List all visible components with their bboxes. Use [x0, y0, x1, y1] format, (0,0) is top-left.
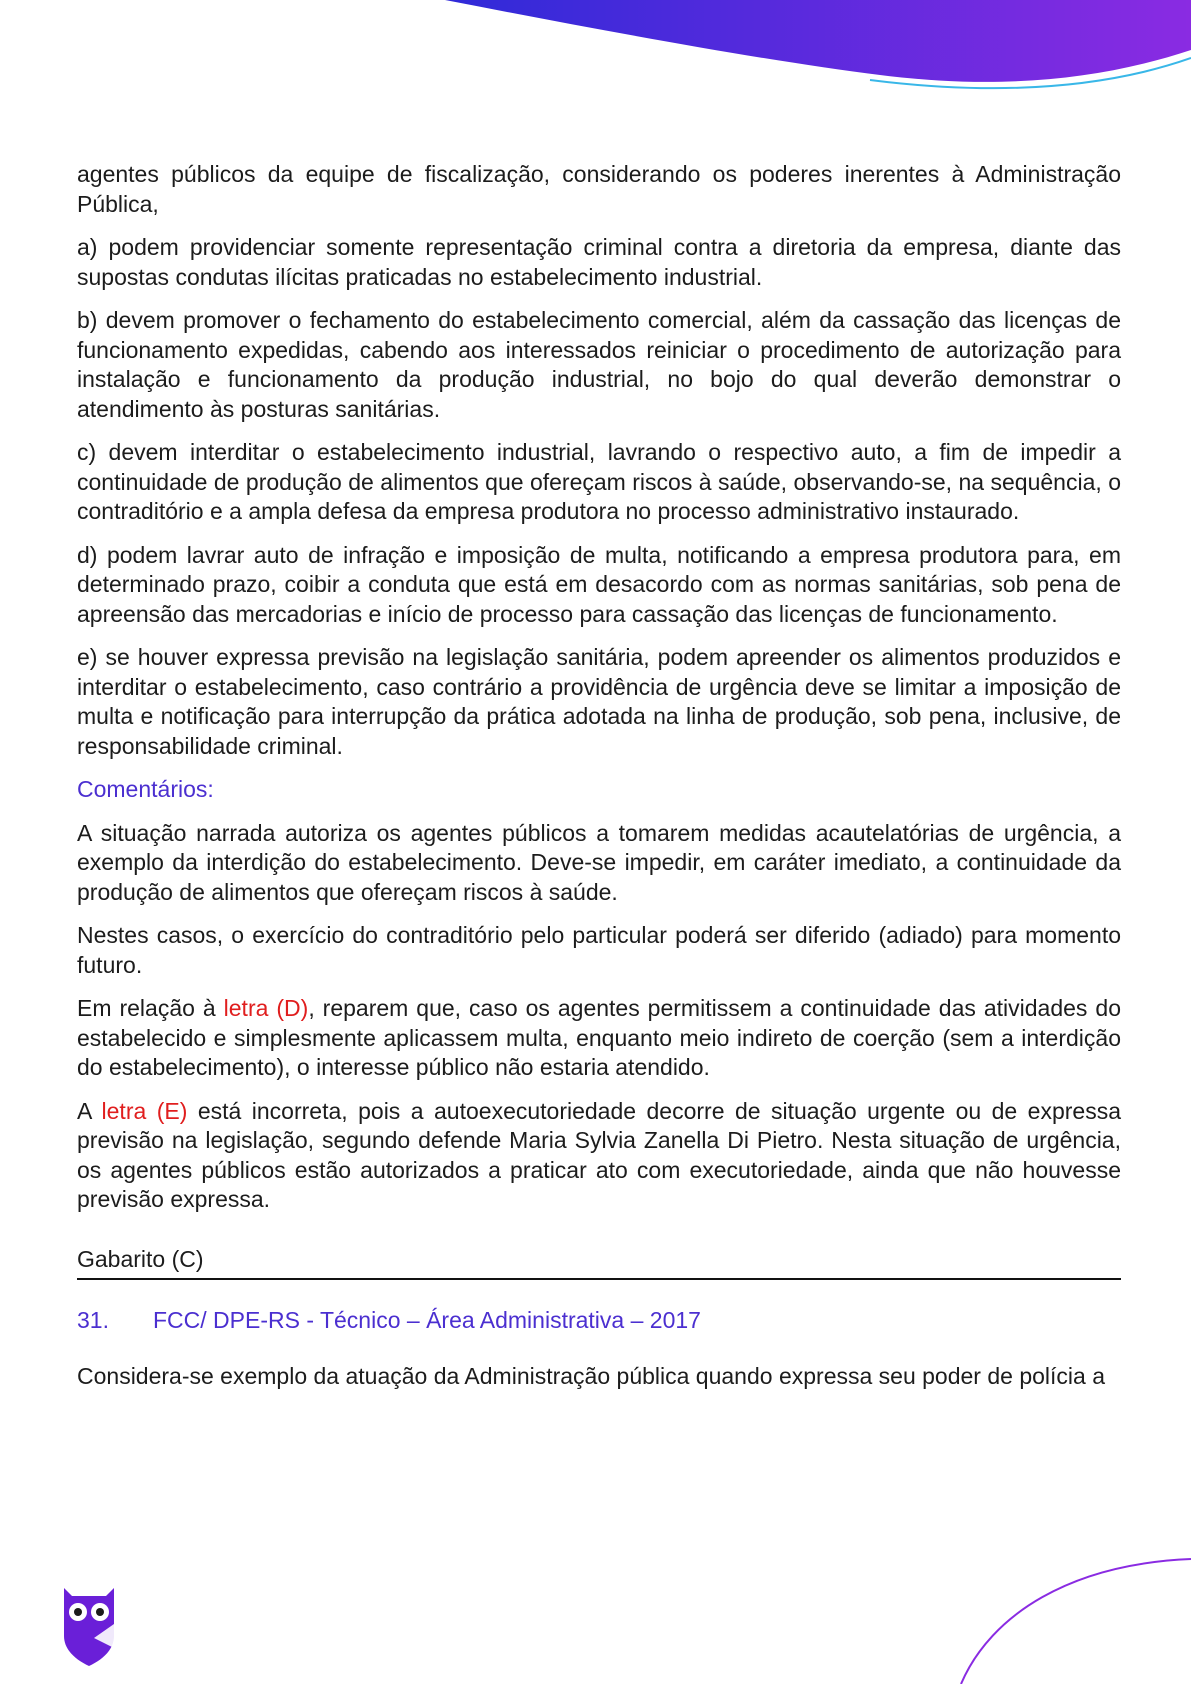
comment-paragraph-3: [77, 994, 1121, 1083]
option-b: b) devem promover o fechamento do estabelecimento comercial, além da cassação das licenças de funcionamento expedidas, cabendo aos interessados reiniciar o procedimento de autorização para instalação e funcionamento da produção industrial, no bojo do qual deverão demonstrar o atendimento às posturas sanitárias.: [77, 307, 1121, 422]
option-d: d) podem lavrar auto de infração e imposição de multa, notificando a empresa produtora para, em determinado prazo, coibir a conduta que está em desacordo com as normas sanitárias, sob pena de apreensão das mercadorias e início de processo para cassação das licenças de funcionamento.: [77, 541, 1121, 627]
page-content: [77, 160, 1121, 1405]
comentarios-heading: Comentários:: [77, 776, 214, 802]
letter-e-highlight: letra (E): [101, 1097, 188, 1124]
comment-3-before: Em relação à: [77, 995, 224, 1021]
question-intro: agentes públicos da equipe de fiscalização, considerando os poderes inerentes à Administração Pública,: [77, 161, 1121, 217]
option-e: e) se houver expressa previsão na legislação sanitária, podem apreender os alimentos produzidos e interditar o estabelecimento, caso contrário a providência de urgência deve se limitar a imposição de multa e notificação para interrupção da prática adotada na linha de produção, sob pena, inclusive, de responsabilidade criminal.: [77, 644, 1121, 759]
owl-logo-icon: [58, 1578, 120, 1666]
comment-paragraph-1: A situação narrada autoriza os agentes públicos a tomarem medidas acautelatórias de urgência, a exemplo da interdição do estabelecimento. Deve-se impedir, em caráter imediato, a continuidade da produção de alimentos que ofereçam riscos à saúde.: [77, 819, 1121, 905]
gabarito: Gabarito (C): [77, 1245, 204, 1272]
comment-4-before: A: [77, 1097, 102, 1124]
option-c: c) devem interditar o estabelecimento industrial, lavrando o respectivo auto, a fim de impedir a continuidade de produção de alimentos que ofereçam riscos à saúde, observando-se, na sequência, o contraditório e a ampla defesa da empresa produtora no processo administrativo instaurado.: [77, 439, 1121, 524]
option-a: a) podem providenciar somente representação criminal contra a diretoria da empresa, diante das supostas condutas ilícitas praticadas no estabelecimento industrial.: [77, 234, 1121, 290]
comment-4-after: está incorreta, pois a autoexecutoriedade decorre de situação urgente ou de expressa previsão na legislação, segundo defende Maria Sylvia Zanella Di Pietro. Nesta situação de urgência, os agentes públicos estão autorizados a praticar ato com executoriedade, ainda que não houvesse previsão expressa.: [77, 1097, 1121, 1212]
question-number: 31.: [77, 1307, 109, 1333]
gabarito-block: [77, 1245, 1121, 1281]
comment-paragraph-4: [77, 1097, 1121, 1215]
header-wave-decoration: [0, 0, 1191, 120]
comment-paragraph-2: Nestes casos, o exercício do contraditório pelo particular poderá ser diferido (adiado) para momento futuro.: [77, 922, 1121, 978]
next-question-heading: [77, 1306, 1121, 1336]
letter-d-highlight: letra (D): [223, 995, 309, 1021]
footer-curve-decoration: [931, 1544, 1191, 1684]
question-title: FCC/ DPE-RS - Técnico – Área Administrativa – 2017: [152, 1307, 701, 1333]
comment-3-after: , reparem que, caso os agentes permitissem a continuidade das atividades do estabelecido e simplesmente aplicassem multa, enquanto meio indireto de coerção (sem a interdição do estabelecimento), o interesse público não estaria atendido.: [77, 995, 1121, 1080]
question-text: Considera-se exemplo da atuação da Administração pública quando expressa seu poder de polícia a: [77, 1362, 1105, 1389]
